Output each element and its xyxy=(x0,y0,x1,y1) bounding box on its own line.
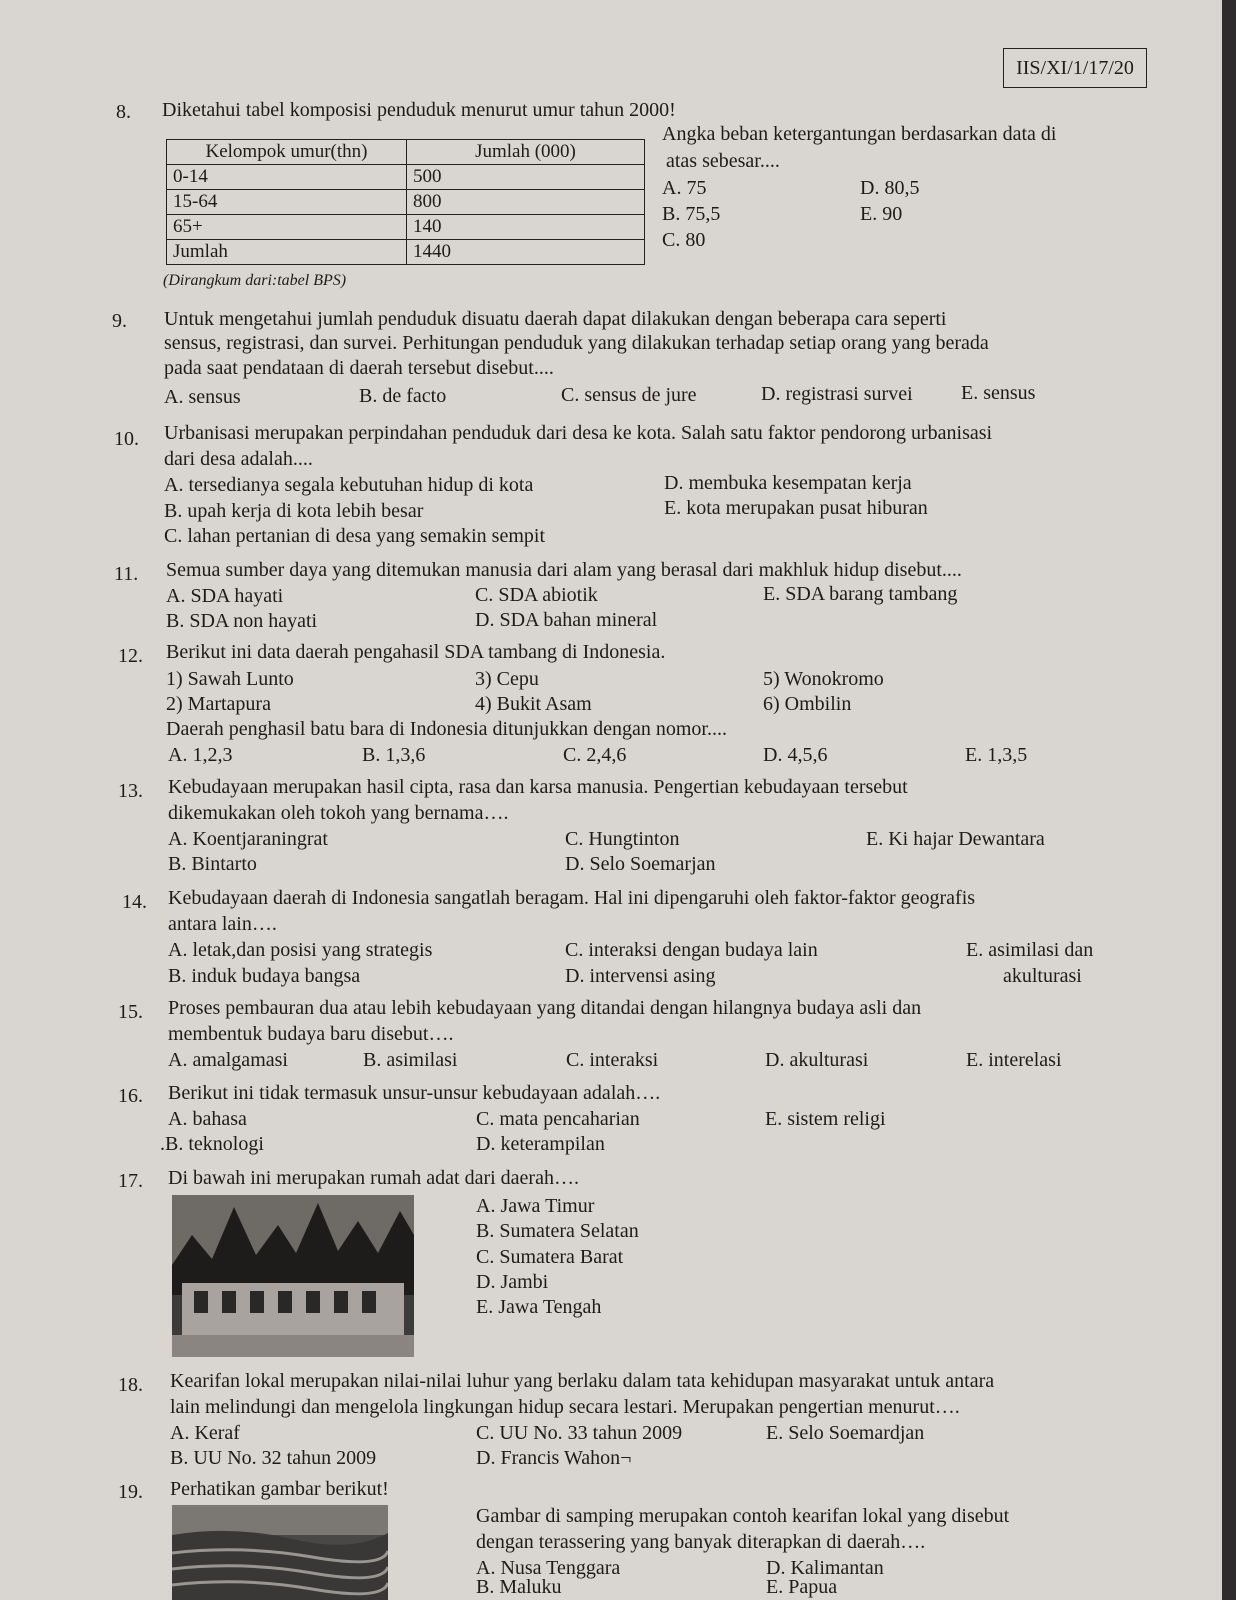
option-a[interactable]: A. 75 xyxy=(662,177,707,199)
option-b[interactable]: B. asimilasi xyxy=(363,1049,458,1071)
option-b[interactable]: B. Sumatera Selatan xyxy=(476,1220,639,1242)
option-a[interactable]: A. amalgamasi xyxy=(168,1049,288,1071)
question-text: sensus, registrasi, dan survei. Perhitungan penduduk yang dilakukan terhadap setiap orang yang berada xyxy=(164,332,989,354)
question-text: antara lain…. xyxy=(168,913,277,935)
option-e[interactable]: E. Ki hajar Dewantara xyxy=(866,828,1045,850)
option-b[interactable]: .B. teknologi xyxy=(160,1133,264,1155)
option-c[interactable]: C. Hungtinton xyxy=(565,828,680,850)
question-number: 12. xyxy=(118,645,143,667)
question-text: Angka beban ketergantungan berdasarkan data di xyxy=(662,123,1057,145)
question-text: Di bawah ini merupakan rumah adat dari daerah…. xyxy=(168,1167,579,1189)
option-e[interactable]: E. sensus xyxy=(961,382,1036,404)
option-e[interactable]: E. asimilasi dan xyxy=(966,939,1094,961)
option-d[interactable]: D. SDA bahan mineral xyxy=(475,609,658,631)
question-number: 13. xyxy=(118,780,143,802)
option-d[interactable]: D. Jambi xyxy=(476,1271,549,1293)
table-header: Kelompok umur(thn) xyxy=(167,140,407,165)
question-text: Berikut ini tidak termasuk unsur-unsur kebudayaan adalah…. xyxy=(168,1082,661,1104)
table-cell: 140 xyxy=(407,215,645,240)
question-text: Daerah penghasil batu bara di Indonesia ditunjukkan dengan nomor.... xyxy=(166,718,727,740)
option-d[interactable]: D. registrasi survei xyxy=(761,383,913,405)
table-row xyxy=(167,215,645,240)
option-e[interactable]: E. 90 xyxy=(860,203,903,225)
question-number: 8. xyxy=(116,101,131,123)
option-d[interactable]: D. akulturasi xyxy=(765,1049,869,1071)
option-d[interactable]: D. intervensi asing xyxy=(565,965,716,987)
question-text: Urbanisasi merupakan perpindahan penduduk dari desa ke kota. Salah satu faktor pendorong urbanisasi xyxy=(164,422,993,444)
option-d[interactable]: D. Francis Wahon¬ xyxy=(476,1447,632,1469)
question-number: 14. xyxy=(122,891,147,913)
question-text: Kearifan lokal merupakan nilai-nilai luhur yang berlaku dalam tata kehidupan masyarakat untuk antara xyxy=(170,1370,995,1392)
table-cell: Jumlah xyxy=(167,240,407,265)
question-number: 11. xyxy=(114,563,139,585)
option-c[interactable]: C. sensus de jure xyxy=(561,384,697,406)
option-b[interactable]: B. Bintarto xyxy=(168,853,257,875)
question-text: Kebudayaan merupakan hasil cipta, rasa dan karsa manusia. Pengertian kebudayaan tersebut xyxy=(168,776,908,798)
option-a[interactable]: A. SDA hayati xyxy=(166,585,284,607)
option-e[interactable]: E. Papua xyxy=(766,1576,838,1598)
option-c[interactable]: C. lahan pertanian di desa yang semakin sempit xyxy=(164,525,546,547)
option-a[interactable]: A. Nusa Tenggara xyxy=(476,1557,621,1579)
population-table xyxy=(166,139,645,265)
table-header: Jumlah (000) xyxy=(407,140,645,165)
question-text: Berikut ini data daerah pengahasil SDA tambang di Indonesia. xyxy=(166,641,666,663)
option-b[interactable]: B. Maluku xyxy=(476,1576,562,1598)
option-e[interactable]: E. interelasi xyxy=(966,1049,1062,1071)
option-c[interactable]: C. interaksi dengan budaya lain xyxy=(565,939,818,961)
table-cell: 500 xyxy=(407,165,645,190)
option-a[interactable]: A. 1,2,3 xyxy=(168,744,233,766)
question-text: Semua sumber daya yang ditemukan manusia dari alam yang berasal dari makhluk hidup disebut.... xyxy=(166,559,962,581)
question-number: 10. xyxy=(114,428,139,450)
option-a[interactable]: A. Keraf xyxy=(170,1422,240,1444)
option-d[interactable]: D. keterampilan xyxy=(476,1133,605,1155)
option-c[interactable]: C. interaksi xyxy=(566,1049,659,1071)
table-source: (Dirangkum dari:tabel BPS) xyxy=(163,272,347,289)
table-row xyxy=(167,240,645,265)
scan-edge xyxy=(1222,0,1236,1600)
option-c[interactable]: C. Sumatera Barat xyxy=(476,1246,624,1268)
option-c[interactable]: C. 80 xyxy=(662,229,706,251)
option-e[interactable]: E. SDA barang tambang xyxy=(763,583,958,605)
option-d[interactable]: D. 4,5,6 xyxy=(763,744,828,766)
list-item: 2) Martapura xyxy=(166,693,271,715)
question-text: dengan terassering yang banyak diterapkan di daerah…. xyxy=(476,1531,926,1553)
option-c[interactable]: C. mata pencaharian xyxy=(476,1108,640,1130)
question-text: lain melindungi dan mengelola lingkungan hidup secara lestari. Merupakan pengertian menurut…. xyxy=(170,1396,960,1418)
option-b[interactable]: B. UU No. 32 tahun 2009 xyxy=(170,1447,377,1469)
option-d[interactable]: D. 80,5 xyxy=(860,177,920,199)
question-text: atas sebesar.... xyxy=(666,150,780,172)
question-text: dari desa adalah.... xyxy=(164,448,313,470)
list-item: 3) Cepu xyxy=(475,668,539,690)
option-a[interactable]: A. tersedianya segala kebutuhan hidup di kota xyxy=(164,474,534,496)
list-item: 4) Bukit Asam xyxy=(475,693,592,715)
document-code: IIS/XI/1/17/20 xyxy=(1003,48,1147,88)
option-b[interactable]: B. 1,3,6 xyxy=(362,744,426,766)
table-cell: 65+ xyxy=(167,215,407,240)
question-text: Kebudayaan daerah di Indonesia sangatlah beragam. Hal ini dipengaruhi oleh faktor-faktor geografis xyxy=(168,887,976,909)
option-d[interactable]: D. Selo Soemarjan xyxy=(565,853,716,875)
question-text: dikemukakan oleh tokoh yang bernama…. xyxy=(168,802,509,824)
option-e-continued: akulturasi xyxy=(1003,965,1082,987)
option-b[interactable]: B. SDA non hayati xyxy=(166,610,318,632)
option-e[interactable]: E. sistem religi xyxy=(765,1108,886,1130)
option-d[interactable]: D. Kalimantan xyxy=(766,1557,884,1579)
question-number: 17. xyxy=(118,1170,143,1192)
list-item: 5) Wonokromo xyxy=(763,668,884,690)
option-b[interactable]: B. de facto xyxy=(359,385,447,407)
option-d[interactable]: D. membuka kesempatan kerja xyxy=(664,472,912,494)
option-a[interactable]: A. Jawa Timur xyxy=(476,1195,595,1217)
table-row xyxy=(167,190,645,215)
table-header-row xyxy=(167,140,645,165)
question-number: 15. xyxy=(118,1001,143,1023)
table-cell: 800 xyxy=(407,190,645,215)
option-c[interactable]: C. UU No. 33 tahun 2009 xyxy=(476,1422,683,1444)
list-item: 1) Sawah Lunto xyxy=(166,668,294,690)
option-b[interactable]: B. induk budaya bangsa xyxy=(168,965,361,987)
question-text: Untuk mengetahui jumlah penduduk disuatu daerah dapat dilakukan dengan beberapa cara seperti xyxy=(164,308,947,330)
question-text: Perhatikan gambar berikut! xyxy=(170,1478,389,1500)
table-cell: 1440 xyxy=(407,240,645,265)
option-e[interactable]: E. kota merupakan pusat hiburan xyxy=(664,497,928,519)
terrace-photo xyxy=(172,1505,388,1600)
question-number: 19. xyxy=(118,1481,143,1503)
option-a[interactable]: A. sensus xyxy=(164,386,241,408)
table-row xyxy=(167,165,645,190)
question-stem: Diketahui tabel komposisi penduduk menurut umur tahun 2000! xyxy=(162,99,676,121)
option-a[interactable]: A. bahasa xyxy=(168,1108,247,1130)
question-number: 16. xyxy=(118,1085,143,1107)
list-item: 6) Ombilin xyxy=(763,693,852,715)
option-e[interactable]: E. Selo Soemardjan xyxy=(766,1422,925,1444)
option-c[interactable]: C. SDA abiotik xyxy=(475,584,598,606)
option-a[interactable]: A. Koentjaraningrat xyxy=(168,828,328,850)
question-text: Proses pembauran dua atau lebih kebudayaan yang ditandai dengan hilangnya budaya asli dan xyxy=(168,997,922,1019)
option-b[interactable]: B. upah kerja di kota lebih besar xyxy=(164,500,424,522)
option-e[interactable]: E. 1,3,5 xyxy=(965,744,1028,766)
option-a[interactable]: A. letak,dan posisi yang strategis xyxy=(168,939,433,961)
option-e[interactable]: E. Jawa Tengah xyxy=(476,1296,602,1318)
option-b[interactable]: B. 75,5 xyxy=(662,203,721,225)
table-cell: 0-14 xyxy=(167,165,407,190)
question-number: 9. xyxy=(112,310,127,332)
table-cell: 15-64 xyxy=(167,190,407,215)
question-text: pada saat pendataan di daerah tersebut disebut.... xyxy=(164,357,554,379)
question-text: Gambar di samping merupakan contoh kearifan lokal yang disebut xyxy=(476,1505,1010,1527)
rumah-gadang-photo xyxy=(172,1195,414,1357)
option-c[interactable]: C. 2,4,6 xyxy=(563,744,627,766)
question-number: 18. xyxy=(118,1374,143,1396)
question-text: membentuk budaya baru disebut…. xyxy=(168,1023,454,1045)
